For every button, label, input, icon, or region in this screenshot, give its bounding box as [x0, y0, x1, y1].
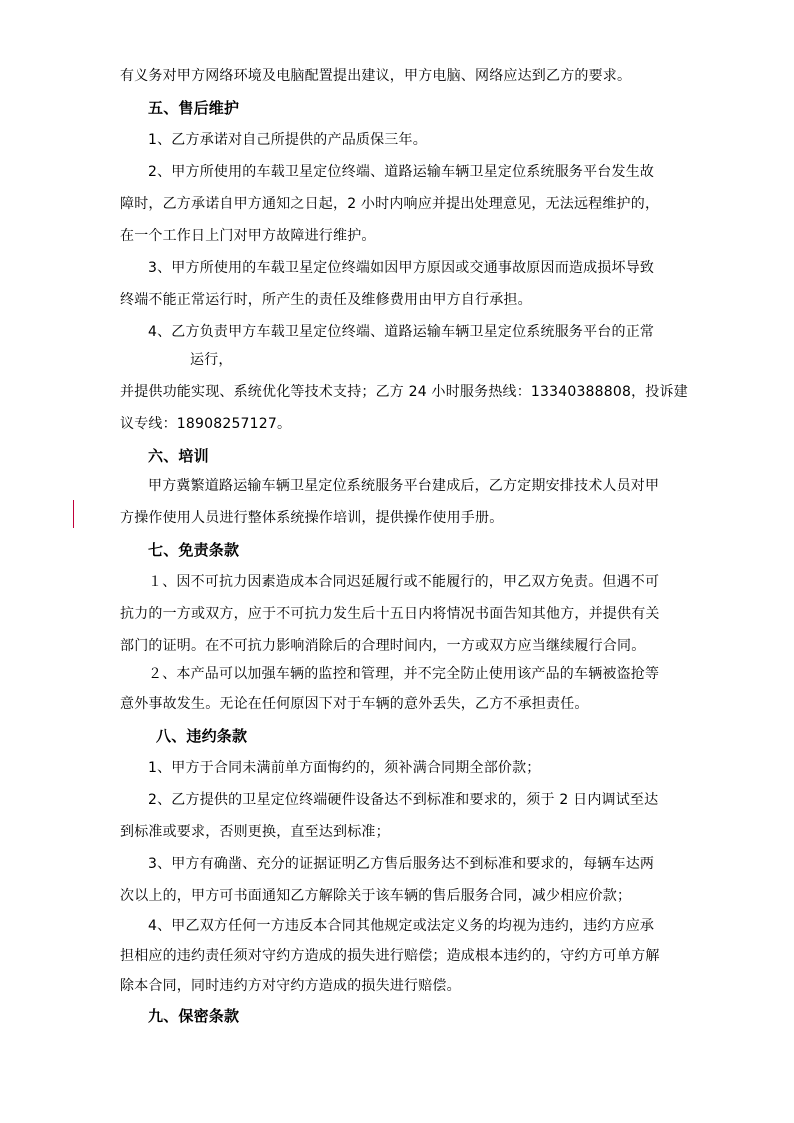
text-cursor	[73, 500, 74, 528]
section-heading: 八、违约条款	[156, 727, 248, 745]
text-line: 部门的证明。在不可抗力影响消除后的合理时间内，一方或双方应当继续履行合同。	[120, 638, 646, 654]
text-line: 并提供功能实现、系统优化等技术支持；乙方 24 小时服务热线：13340388808，投诉建	[120, 384, 688, 400]
text-line: 抗力的一方或双方，应于不可抗力发生后十五日内将情况书面告知其他方，并提供有关	[120, 606, 660, 622]
text-line: 运行，	[190, 352, 233, 368]
text-line: 担相应的违约责任须对守约方造成的损失进行赔偿；造成根本违约的，守约方可单方解	[120, 948, 660, 964]
text-line: 3、甲方所使用的车载卫星定位终端如因甲方原因或交通事故原因而造成损坏导致	[148, 260, 655, 276]
text-line: 次以上的，甲方可书面通知乙方解除关于该车辆的售后服务合同，减少相应价款；	[120, 888, 632, 904]
text-line: １、因不可抗力因素造成本合同迟延履行或不能履行的，甲乙双方免责。但遇不可	[148, 574, 660, 590]
text-line: 障时，乙方承诺自甲方通知之日起，2 小时内响应并提出处理意见，无法远程维护的，	[120, 196, 660, 212]
text-line: ２、本产品可以加强车辆的监控和管理，并不完全防止使用该产品的车辆被盗抢等	[148, 666, 660, 682]
section-heading: 九、保密条款	[148, 1007, 240, 1025]
text-line: 到标准或要求，否则更换，直至达到标准；	[120, 824, 390, 840]
text-line: 2、甲方所使用的车载卫星定位终端、道路运输车辆卫星定位系统服务平台发生故	[148, 164, 655, 180]
section-heading: 六、培训	[148, 447, 209, 465]
text-line: 在一个工作日上门对甲方故障进行维护。	[120, 228, 376, 244]
text-line: 4、甲乙双方任何一方违反本合同其他规定或法定义务的均视为违约，违约方应承	[148, 918, 655, 934]
section-heading: 七、免责条款	[148, 541, 240, 559]
text-line: 有义务对甲方网络环境及电脑配置提出建议，甲方电脑、网络应达到乙方的要求。	[120, 68, 632, 84]
text-line: 1、乙方承诺对自己所提供的产品质保三年。	[148, 132, 427, 148]
text-line: 4、乙方负责甲方车载卫星定位终端、道路运输车辆卫星定位系统服务平台的正常	[148, 324, 655, 340]
text-line: 方操作使用人员进行整体系统操作培训，提供操作使用手册。	[120, 510, 504, 526]
text-line: 除本合同，同时违约方对守约方造成的损失进行赔偿。	[120, 978, 461, 994]
text-line: 2、乙方提供的卫星定位终端硬件设备达不到标准和要求的，须于 2 日内调试至达	[148, 792, 659, 808]
text-line: 3、甲方有确凿、充分的证据证明乙方售后服务达不到标准和要求的，每辆车达两	[148, 856, 655, 872]
text-line: 议专线：18908257127。	[120, 416, 292, 432]
text-line: 终端不能正常运行时，所产生的责任及维修费用由甲方自行承担。	[120, 292, 532, 308]
text-line: 1、甲方于合同未满前单方面悔约的，须补满合同期全部价款；	[148, 760, 541, 776]
text-line: 意外事故发生。无论在任何原因下对于车辆的意外丢失，乙方不承担责任。	[120, 696, 589, 712]
section-heading: 五、售后维护	[148, 99, 240, 117]
text-line: 甲方冀繁道路运输车辆卫星定位系统服务平台建成后，乙方定期安排技术人员对甲	[148, 478, 660, 494]
